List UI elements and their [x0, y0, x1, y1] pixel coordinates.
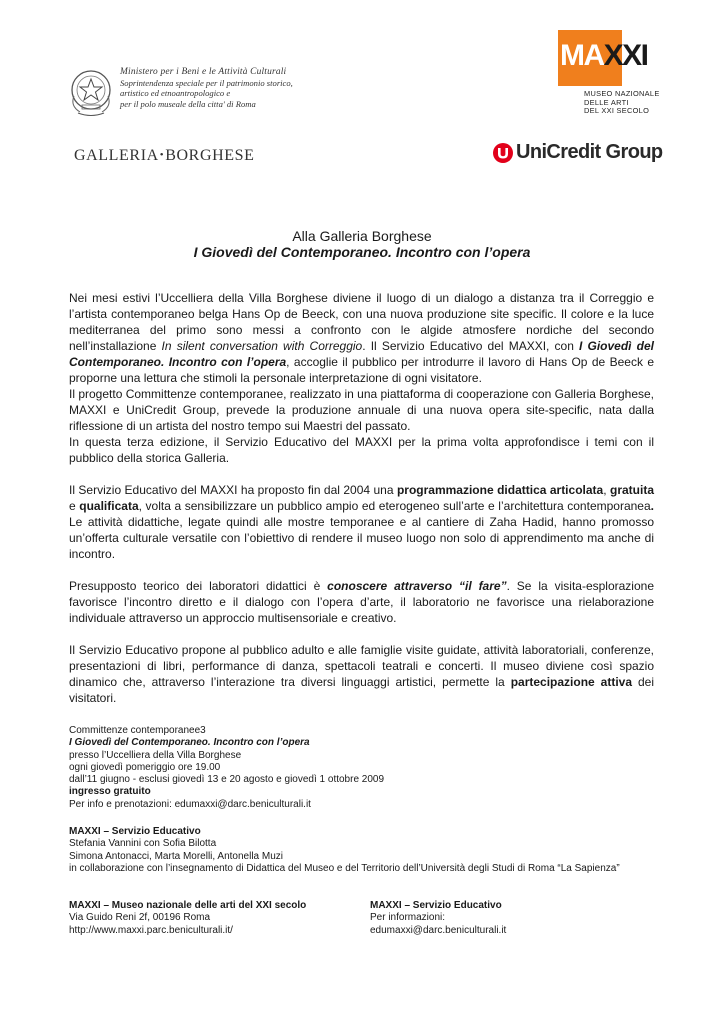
bold-run: gratuita: [609, 483, 654, 497]
bold-run: programmazione didattica articolata: [396, 483, 604, 497]
footer-education: [370, 900, 506, 937]
ministry-line: Ministero per i Beni e le Attività Culturali: [120, 67, 287, 77]
italian-republic-emblem-icon: [68, 66, 114, 118]
footer-address: Via Guido Reni 2f, 00196 Roma: [69, 912, 211, 924]
ministry-line: Soprintendenza speciale per il patrimonio storico,: [120, 77, 293, 88]
text-run: Nei mesi estivi l’Uccelliera della Villa Borghese diviene il luogo di un dialogo a distanza tra il Correggio e l’artista contemporaneo belga Hans Op de Beeck, con una nuova produzione site specific. Il colore e la luce mediterranea del primo sono messi a confronto con le algide atmosfere nordiche del secondo nell’installazione: [69, 291, 654, 353]
bold-run: .: [650, 499, 654, 513]
maxxi-logo-xxi: XXI: [603, 39, 648, 72]
text-run: , accoglie il pubblico per introdurre il lavoro di Hans Op de Beeck e proporne una lettura che stimoli la personale interpretazione di ogni visitatore.: [69, 355, 655, 385]
paragraph-labs: [69, 578, 654, 626]
info-line: Committenze contemporanee3: [69, 725, 206, 736]
unicredit-mark-icon: [492, 142, 514, 164]
info-line: ogni giovedì pomeriggio ore 19.00: [69, 761, 221, 773]
unicredit-logo-text: UniCredit Group: [516, 141, 663, 163]
info-line: presso l’Uccelliera della Villa Borghese: [69, 749, 242, 761]
staff-line: Simona Antonacci, Marta Morelli, Antonella Muzi: [69, 850, 283, 862]
unicredit-logo: [492, 141, 663, 164]
footer-museum-heading: MAXXI – Museo nazionale delle arti del XXI secolo: [69, 900, 307, 911]
bold-run: partecipazione attiva: [510, 675, 633, 689]
page-subtitle: I Giovedì del Contemporaneo. Incontro con l’opera: [193, 244, 531, 260]
info-line: dall’11 giugno - esclusi giovedì 13 e 20 agosto e giovedì 1 ottobre 2009: [69, 774, 385, 786]
text-run: e: [69, 499, 80, 513]
paragraph-edition: In questa terza edizione, il Servizio Educativo del MAXXI per la prima volta approfondisce i temi con il pubblico della storica Galleria.: [69, 435, 654, 465]
event-info: [69, 725, 654, 811]
bold-run: qualificata: [79, 499, 139, 513]
maxxi-logo-word: [560, 41, 648, 71]
footer-education-heading: MAXXI – Servizio Educativo: [370, 900, 502, 911]
program-title: I Giovedì del Contemporaneo. Incontro con l’opera: [69, 339, 654, 369]
maxxi-logo-ma: MA: [560, 39, 604, 72]
bold-italic-run: conoscere attraverso “il fare”: [327, 579, 507, 593]
body-text: [69, 290, 654, 706]
paragraph-project: Il progetto Committenze contemporanee, realizzato in una piattaforma di cooperazione con Galleria Borghese, MAXXI e UniCredit Group, prevede la produzione annuale di una nuova opera site-specific, nata dalla riflessione di un artista del nostro tempo sui Maestri del passato.: [69, 387, 654, 433]
staff-heading: MAXXI – Servizio Educativo: [69, 826, 201, 837]
text-run: , volta a sensibilizzare un pubblico ampio ed eterogeneo sull’arte e l’architettura contemporanea: [138, 499, 651, 513]
maxxi-sub-line: MUSEO NAZIONALE: [584, 89, 660, 98]
text-run: Presupposto teorico dei laboratori didattici è: [69, 579, 328, 593]
galleria-logo-word: BORGHESE: [165, 147, 255, 164]
ministry-text: [120, 67, 320, 109]
text-run: Il Servizio Educativo del MAXXI ha proposto fin dal 2004 una: [69, 483, 397, 497]
footer-info-label: Per informazioni:: [370, 912, 446, 924]
footer-email-link[interactable]: edumaxxi@darc.beniculturali.it: [370, 924, 507, 936]
installation-title: In silent conversation with Correggio: [161, 339, 363, 353]
text-run: Le attività didattiche, legate quindi alle mostre temporanee e al cantiere di Zaha Hadid, hanno promosso un’offerta culturale versatile con l’obiettivo di rendere il museo luogo non solo di apprendimento ma anche di incontro.: [69, 515, 654, 561]
text-run: . Il Servizio Educativo del MAXXI, con: [362, 339, 580, 353]
info-program-title: I Giovedì del Contemporaneo. Incontro con l’opera: [69, 737, 310, 749]
info-free-entry: ingresso gratuito: [69, 786, 151, 798]
text-run: ,: [603, 483, 610, 497]
maxxi-sub-line: DEL XXI SECOLO: [584, 106, 650, 116]
staff-info: [69, 826, 654, 875]
maxxi-sub-line: DELLE ARTI: [584, 97, 629, 107]
paragraph-offer: [69, 642, 654, 706]
footer-website-link[interactable]: http://www.maxxi.parc.beniculturali.it/: [69, 924, 233, 936]
ministry-line: artistico ed etnoantropologico e: [120, 88, 231, 99]
maxxi-logo-subtitle: [584, 90, 660, 116]
ministry-line: per il polo museale della citta' di Roma: [120, 98, 256, 109]
galleria-logo-dot: •: [159, 149, 165, 161]
text-run: dei visitatori.: [69, 675, 654, 705]
staff-line: in collaborazione con l’insegnamento di Didattica del Museo e del Territorio dell’Università degli Studi di Roma “La Sapienza”: [69, 862, 620, 874]
text-run: Il Servizio Educativo propone al pubblico adulto e alle famiglie visite guidate, attività laboratoriali, conferenze, presentazioni di libri, performance di danza, spettacoli teatrali e concerti. Il museo diviene così spazio dinamico che, attraverso l’interazione tra diversi linguaggi artistici, permette la: [69, 643, 654, 689]
paragraph-education: [69, 482, 654, 562]
info-contact: Per info e prenotazioni: edumaxxi@darc.beniculturali.it: [69, 798, 311, 810]
paragraph-intro: [69, 290, 654, 386]
text-run: . Se la visita-esplorazione favorisce l’incontro diretto e il dialogo con l’opera d’arte, il laboratorio ne favorisce una rielaborazione individuale attraverso un approccio multisensoriale e creativo.: [69, 579, 654, 625]
footer-museum: [69, 900, 306, 937]
page-title: Alla Galleria Borghese: [292, 228, 432, 244]
staff-line: Stefania Vannini con Sofia Bilotta: [69, 838, 217, 850]
galleria-borghese-logo: [74, 147, 255, 165]
galleria-logo-word: GALLERIA: [74, 147, 159, 164]
